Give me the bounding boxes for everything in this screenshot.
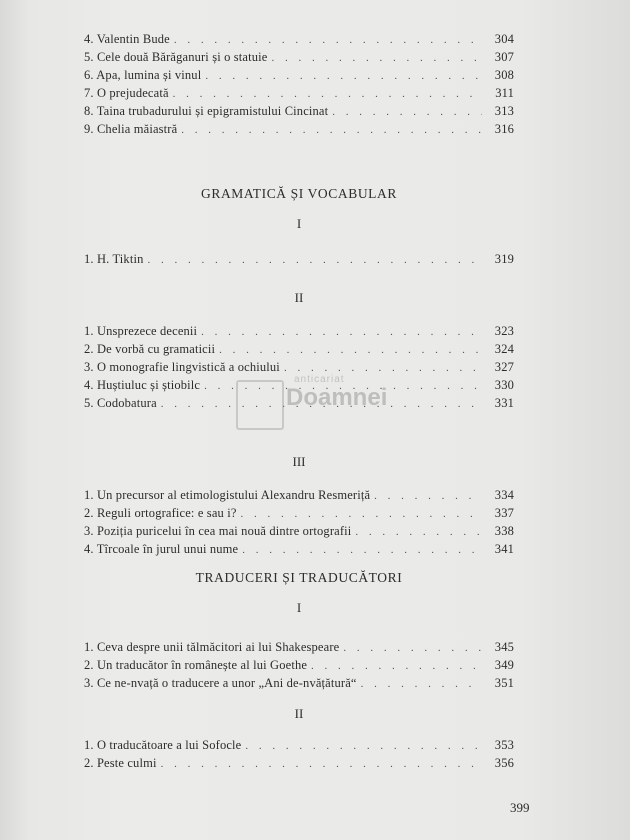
toc-group <box>84 736 514 772</box>
entry-title: 1. Ceva despre unii tălmăcitori ai lui Shakespeare <box>84 640 340 654</box>
entry-page: 351 <box>494 676 514 690</box>
dot-leader <box>242 541 482 559</box>
dot-leader <box>311 657 482 675</box>
entry-title: 1. Un precursor al etimologistului Alexandru Resmeriță <box>84 488 371 502</box>
dot-leader <box>361 675 482 693</box>
section-heading: GRAMATICĂ ȘI VOCABULAR <box>201 186 397 201</box>
entry-title: 2. De vorbă cu gramaticii <box>84 342 216 356</box>
toc-entry <box>84 66 514 84</box>
toc-entry <box>84 522 514 540</box>
toc-entry <box>84 48 514 66</box>
toc-entry <box>84 504 514 522</box>
roman-numeral: I <box>296 600 302 615</box>
toc-group <box>84 486 514 558</box>
entry-title: 3. Ce ne-nvață o traducere a unor „Ani de-nvățătură“ <box>84 676 357 690</box>
toc-entry <box>84 84 514 102</box>
dot-leader <box>147 251 482 269</box>
entry-page: 349 <box>494 658 514 672</box>
toc-group <box>84 250 514 268</box>
entry-title: 4. Huștiuluc și știobilc <box>84 378 201 392</box>
entry-page: 323 <box>494 324 514 338</box>
entry-title: 5. Cele două Bărăganuri și o statuie <box>84 50 268 64</box>
section-heading: TRADUCERI ȘI TRADUCĂTORI <box>195 570 403 585</box>
watermark-big-text: Doamnei <box>286 384 388 411</box>
dot-leader <box>174 31 482 49</box>
entry-page: 341 <box>494 542 514 556</box>
entry-title: 9. Chelia măiastră <box>84 122 178 136</box>
dot-leader <box>343 639 482 657</box>
entry-title: 5. Codobatura <box>84 396 157 410</box>
dot-leader <box>205 67 482 85</box>
entry-title: 3. Poziția puricelui în cea mai nouă dintre ortografii <box>84 524 352 538</box>
dot-leader <box>219 341 482 359</box>
dot-leader <box>173 85 482 103</box>
dot-leader <box>245 737 482 755</box>
watermark-logo <box>232 372 392 432</box>
entry-page: 311 <box>495 86 514 100</box>
toc-entry <box>84 754 514 772</box>
entry-page: 331 <box>494 396 514 410</box>
entry-page: 338 <box>494 524 514 538</box>
entry-page: 327 <box>494 360 514 374</box>
entry-page: 324 <box>494 342 514 356</box>
entry-page: 307 <box>494 50 514 64</box>
entry-page: 316 <box>494 122 514 136</box>
entry-title: 8. Taina trubadurului și epigramistului Cincinat <box>84 104 329 118</box>
entry-title: 4. Tîrcoale în jurul unui nume <box>84 542 239 556</box>
dot-leader <box>241 505 482 523</box>
dot-leader <box>201 323 482 341</box>
toc-entry <box>84 120 514 138</box>
entry-title: 1. H. Tiktin <box>84 252 144 266</box>
toc-group <box>84 638 514 692</box>
roman-numeral: II <box>294 706 304 721</box>
entry-page: 308 <box>494 68 514 82</box>
entry-page: 334 <box>494 488 514 502</box>
entry-page: 313 <box>494 104 514 118</box>
toc-entry <box>84 30 514 48</box>
entry-title: 6. Apa, lumina și vinul <box>84 68 202 82</box>
toc-entry <box>84 638 514 656</box>
toc-entry <box>84 674 514 692</box>
entry-page: 356 <box>494 756 514 770</box>
page-number: 399 <box>510 800 530 815</box>
roman-numeral: II <box>294 290 304 305</box>
roman-numeral: I <box>296 216 302 231</box>
entry-title: 1. O traducătoare a lui Sofocle <box>84 738 242 752</box>
entry-title: 2. Reguli ortografice: e sau i? <box>84 506 237 520</box>
toc-entry <box>84 250 514 268</box>
entry-title: 7. O prejudecată <box>84 86 169 100</box>
toc-entry <box>84 486 514 504</box>
entry-title: 2. Un traducător în românește al lui Goethe <box>84 658 308 672</box>
entry-title: 3. O monografie lingvistică a ochiului <box>84 360 280 374</box>
dot-leader <box>161 755 482 773</box>
toc-entry <box>84 540 514 558</box>
toc-entry <box>84 322 514 340</box>
entry-title: 2. Peste culmi <box>84 756 157 770</box>
roman-numeral: III <box>292 454 306 469</box>
dot-leader <box>374 487 482 505</box>
entry-page: 337 <box>494 506 514 520</box>
entry-page: 353 <box>494 738 514 752</box>
entry-page: 304 <box>494 32 514 46</box>
entry-title: 1. Unsprezece decenii <box>84 324 198 338</box>
toc-entry <box>84 340 514 358</box>
dot-leader <box>181 121 482 139</box>
book-stack-icon <box>236 380 284 430</box>
watermark-small-text: anticariat <box>294 374 345 385</box>
toc-entry <box>84 102 514 120</box>
toc-entry <box>84 656 514 674</box>
entry-page: 345 <box>494 640 514 654</box>
entry-page: 330 <box>494 378 514 392</box>
entry-title: 4. Valentin Bude <box>84 32 170 46</box>
toc-list-continued <box>84 30 514 138</box>
dot-leader <box>355 523 482 541</box>
entry-page: 319 <box>494 252 514 266</box>
dot-leader <box>271 49 482 67</box>
toc-entry <box>84 736 514 754</box>
dot-leader <box>332 103 482 121</box>
